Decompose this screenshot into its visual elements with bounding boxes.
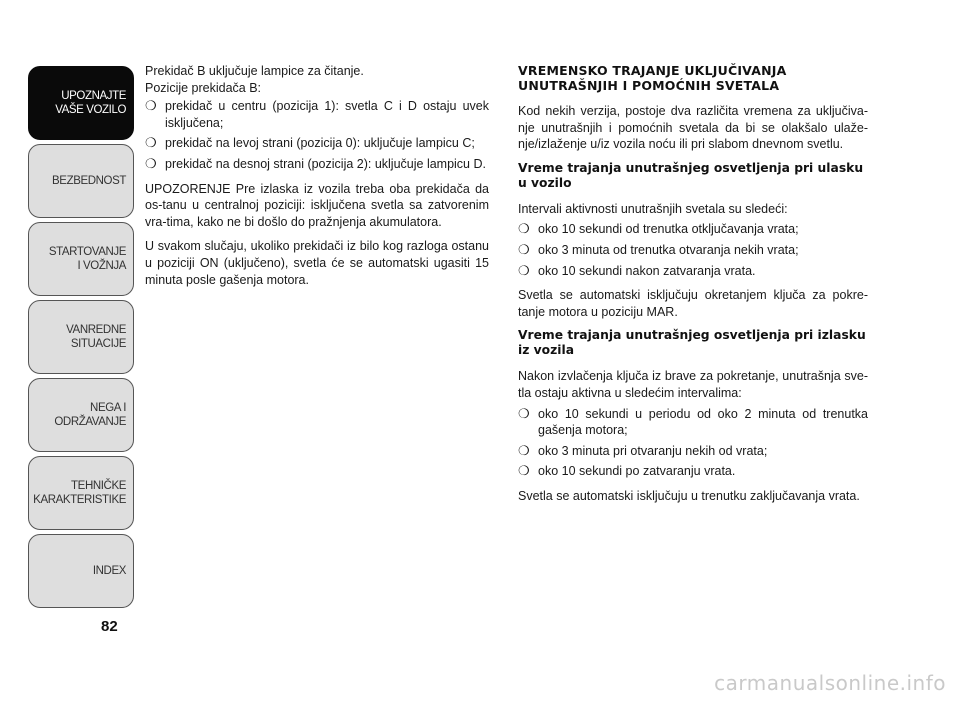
paragraph: Kod nekih verzija, postoje dva različita vremena za uključiva-nje unutrašnjih i pomoćnih svetala da bi se olakšalo ulaže-nje/izlaženje u/iz vozila noću ili pri slabom dnevnom svetlu. — [518, 104, 868, 152]
list-item-text: oko 3 minuta pri otvaranju nekih od vrata; — [538, 443, 768, 458]
bullet-circle-icon: ❍ — [145, 98, 157, 114]
list-item — [145, 135, 489, 152]
list-item — [518, 242, 868, 259]
tab-label: VANREDNE SITUACIJE — [66, 324, 126, 350]
bullet-circle-icon: ❍ — [518, 241, 530, 257]
list-item — [145, 156, 489, 173]
bullet-circle-icon: ❍ — [145, 135, 157, 151]
paragraph: U svakom slučaju, ukoliko prekidači iz bilo kog razloga ostanu u poziciji ON (uključeno), svetla će se automatski ugasiti 15 minuta posle gašenja motora. — [145, 239, 489, 287]
list-item — [518, 263, 868, 280]
list-item-text: oko 10 sekundi nakon zatvaranja vrata. — [538, 263, 756, 278]
tab-label: TEHNIČKE KARAKTERISTIKE — [33, 480, 126, 506]
bullet-circle-icon: ❍ — [518, 442, 530, 458]
list-item — [145, 98, 489, 131]
tab-label: NEGA I ODRŽAVANJE — [54, 402, 126, 428]
right-column — [518, 63, 868, 513]
page-number: 82 — [101, 618, 118, 635]
paragraph: Intervali aktivnosti unutrašnjih svetala su sledeći: — [518, 201, 788, 216]
bullet-circle-icon: ❍ — [518, 262, 530, 278]
subsection-heading-exit: Vreme trajanja unutrašnjeg osvetljenja pri izlasku iz vozila — [518, 328, 866, 358]
watermark: carmanualsonline.info — [714, 671, 946, 695]
list-item-text: prekidač u centru (pozicija 1): svetla C i D ostaju uvek isključena; — [165, 99, 489, 130]
bullet-list — [145, 98, 489, 172]
section-heading: VREMENSKO TRAJANJE UKLJUČIVANJA UNUTRAŠNJIH I POMOĆNIH SVETALA — [518, 63, 787, 93]
subsection-heading-entry: Vreme trajanja unutrašnjeg osvetljenja pri ulasku u vozilo — [518, 160, 864, 190]
list-item — [518, 463, 868, 480]
list-item-text: prekidač na desnoj strani (pozicija 2): uključuje lampicu D. — [165, 156, 486, 171]
warning-paragraph: UPOZORENJE Pre izlaska iz vozila treba oba prekidača da os-tanu u centralnoj poziciji: isključena svetla sa zatvorenim vra-tima, kako ne bi došlo do pražnjenja akumulatora. — [145, 181, 489, 229]
paragraph: Nakon izvlačenja ključa iz brave za pokretanje, unutrašnja sve-tla ostaju aktivna u sledećim intervalima: — [518, 369, 868, 400]
tab-upoznajte-vase-vozilo[interactable] — [28, 66, 134, 140]
list-item — [518, 406, 868, 439]
tab-vanredne-situacije[interactable] — [28, 300, 134, 374]
tab-label: STARTOVANJE I VOŽNJA — [48, 246, 126, 272]
bullet-list — [518, 406, 868, 480]
bullet-circle-icon: ❍ — [145, 155, 157, 171]
list-item-text: oko 10 sekundi od trenutka otključavanja vrata; — [538, 222, 799, 237]
list-item-text: oko 10 sekundi po zatvaranju vrata. — [538, 464, 736, 479]
paragraph: Svetla se automatski isključuju u trenutku zaključavanja vrata. — [518, 488, 860, 503]
list-item — [518, 443, 868, 460]
bullet-circle-icon: ❍ — [518, 463, 530, 479]
tab-nega-i-odrzavanje[interactable] — [28, 378, 134, 452]
list-item-text: oko 3 minuta od trenutka otvaranja nekih vrata; — [538, 242, 799, 257]
tab-index[interactable] — [28, 534, 134, 608]
tab-label: BEZBEDNOST — [52, 175, 126, 187]
paragraph: Svetla se automatski isključuju okretanjem ključa za pokre-tanje motora u poziciju MAR. — [518, 288, 868, 319]
tab-label: UPOZNAJTE VAŠE VOZILO — [55, 90, 126, 116]
tab-bezbednost[interactable] — [28, 144, 134, 218]
paragraph: Prekidač B uključuje lampice za čitanje. — [145, 64, 364, 78]
bullet-circle-icon: ❍ — [518, 405, 530, 421]
list-item-text: oko 10 sekundi u periodu od oko 2 minuta od trenutka gašenja motora; — [538, 406, 868, 438]
tab-startovanje-i-voznja[interactable] — [28, 222, 134, 296]
list-item — [518, 221, 868, 238]
bullet-list — [518, 221, 868, 279]
left-column — [145, 63, 489, 296]
bullet-circle-icon: ❍ — [518, 221, 530, 237]
paragraph: Pozicije prekidača B: — [145, 80, 262, 95]
tab-tehnicke-karakteristike[interactable] — [28, 456, 134, 530]
list-item-text: prekidač na levoj strani (pozicija 0): uključuje lampicu C; — [165, 136, 475, 151]
tab-label: INDEX — [92, 565, 126, 577]
